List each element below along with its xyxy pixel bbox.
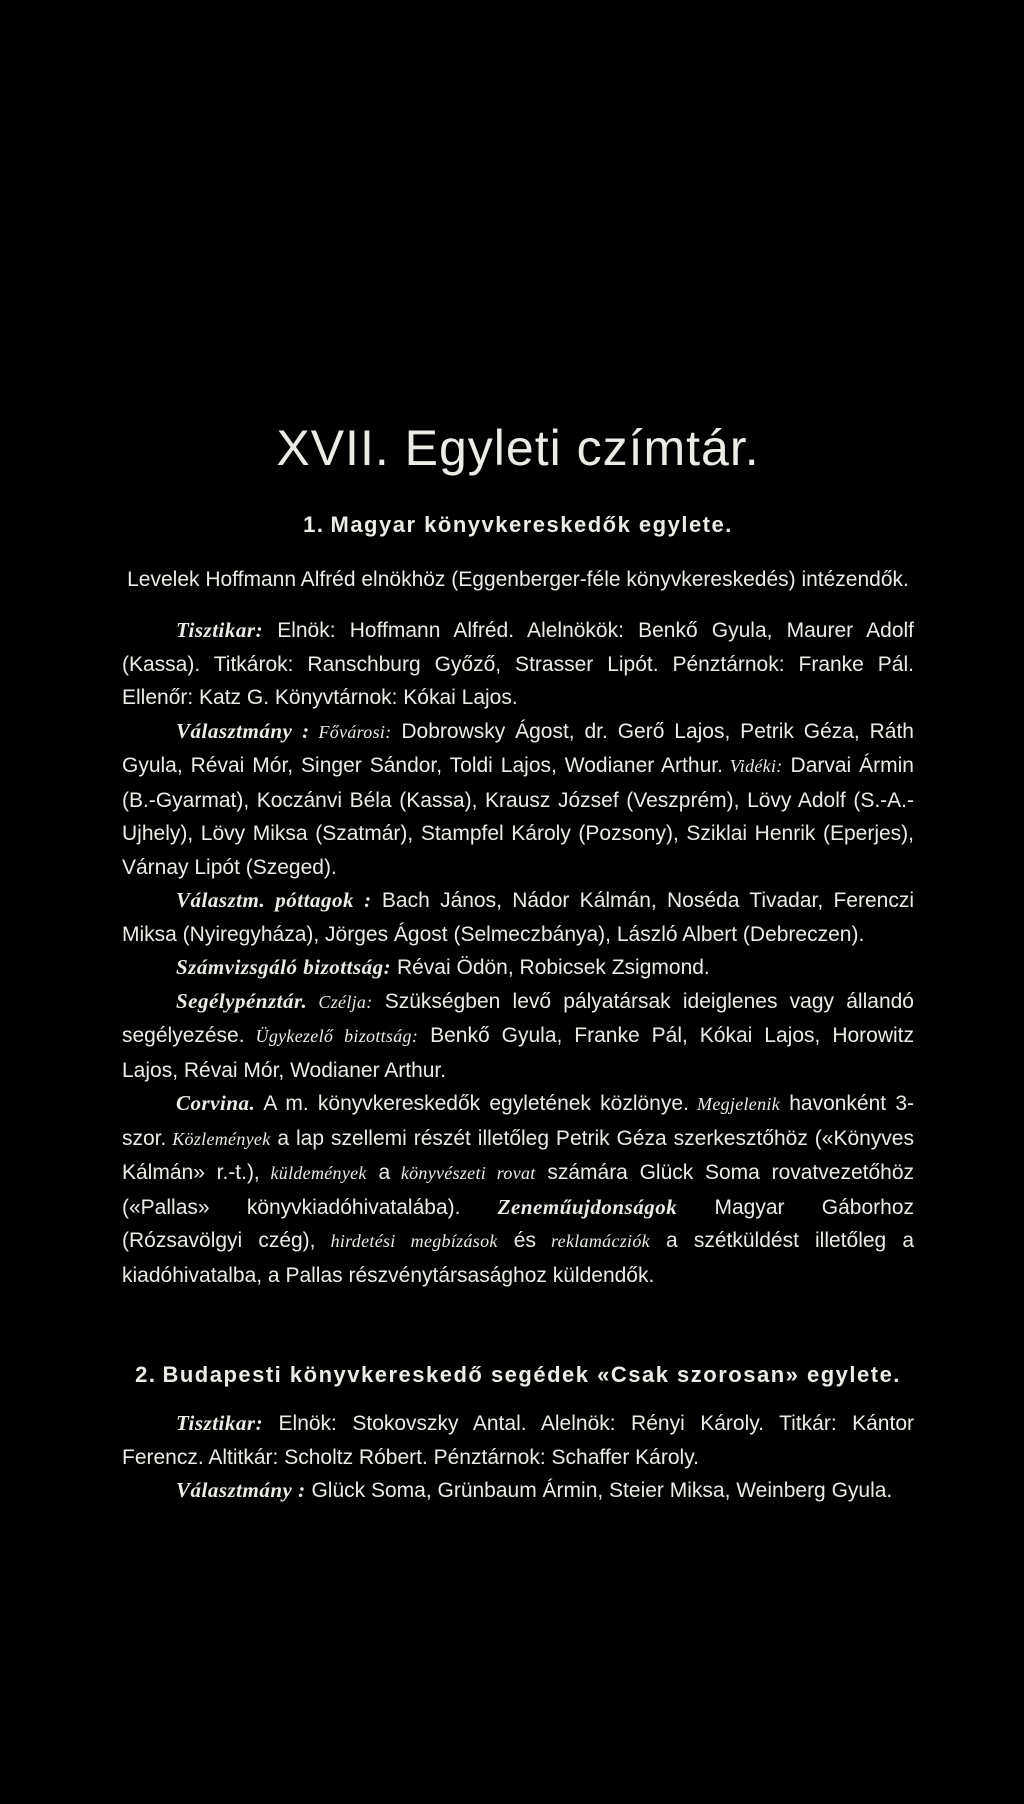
corvina-text-7: és xyxy=(497,1229,536,1252)
szamvizsgalo-text: Révai Ödön, Robicsek Zsigmond. xyxy=(391,956,710,979)
intro-paragraph: Levelek Hoffmann Alfréd elnökhöz (Eggenberger-féle könyvkereskedés) intézendők. xyxy=(127,568,909,591)
valasztmany-text: Glück Soma, Grünbaum Ármin, Steier Miksa, Weinberg Gyula. xyxy=(305,1479,893,1502)
szamvizsgalo-label: Számvizsgáló bizottság: xyxy=(176,955,392,979)
reklamaciok-label: reklamácziók xyxy=(535,1231,650,1251)
corvina-paragraph xyxy=(122,1087,914,1292)
tisztikar-label: Tisztikar: xyxy=(176,618,264,642)
ugykezelo-text: Benkő Gyula, Franke Pál, Kókai Lajos, Horowitz Lajos, Révai Mór, Wodianer Arthur. xyxy=(122,1024,914,1082)
chapter-title: XVII. Egyleti czímtár. xyxy=(276,420,760,476)
valasztmany-label: Választmány : xyxy=(176,1478,306,1502)
pottagok-paragraph xyxy=(122,884,914,951)
czelja-text: Szükségben levő pályatársak ideiglenes vagy állandó segélyezése. xyxy=(122,989,914,1047)
corvina-text-2: havonként 3-szor. xyxy=(122,1092,914,1150)
czelja-label: Czélja: xyxy=(307,991,373,1012)
segelypenztar-label: Segélypénztár. xyxy=(176,988,308,1013)
kuldemenyek-label: küldemények xyxy=(259,1163,367,1183)
tisztikar-text: Elnök: Stokovszky Antal. Alelnök: Rényi Károly. Titkár: Kántor Ferencz. Altitkár: Scholtz Róbert. Pénztárnok: Schaffer Károly. xyxy=(122,1412,914,1469)
section-csak-szorosan xyxy=(122,1358,914,1508)
corvina-text-8: a szétküldést illetőleg a kiadóhivatalba, a Pallas részvénytársasághoz küldendők. xyxy=(122,1229,915,1287)
corvina-label: Corvina. xyxy=(176,1091,256,1115)
tisztikar-text: Elnök: Hoffmann Alfréd. Alelnökök: Benkő Gyula, Maurer Adolf (Kassa). Titkárok: Ranschburg Győző, Strasser Lipót. Pénztárnok: Franke Pál. Ellenőr: Katz G. Könyvtárnok: Kókai Lajos. xyxy=(122,619,914,709)
valasztmany-paragraph xyxy=(122,1474,914,1508)
section-magyar-konyvkereskedok xyxy=(122,508,914,1292)
megjelenik-label: Megjelenik xyxy=(688,1094,780,1114)
hirdetesi-label: hirdetési megbízások xyxy=(315,1231,498,1251)
section-number: 2. xyxy=(135,1362,157,1387)
corvina-text-4: a xyxy=(366,1161,391,1184)
segelypenztar-paragraph xyxy=(122,985,914,1088)
konyveszeti-label: könyvészeti rovat xyxy=(390,1163,536,1183)
tisztikar-paragraph xyxy=(122,614,914,715)
tisztikar-label: Tisztikar: xyxy=(176,1411,264,1435)
section-number: 1. xyxy=(303,512,325,537)
kozlemenyek-label: Közlemények xyxy=(166,1128,271,1149)
section-heading xyxy=(122,508,914,541)
corvina-text-5: számára Glück Soma rovatvezetőhöz («Pallas» könyvkiadóhivatalába). xyxy=(122,1161,914,1219)
fovarosi-label: Fővárosi: xyxy=(309,721,392,742)
section-spacer xyxy=(122,1292,914,1358)
valasztmany-label: Választmány : xyxy=(176,718,310,743)
valasztmany-paragraph xyxy=(122,715,914,885)
corvina-text-1: A m. könyvkereskedők egyletének közlönye. xyxy=(255,1092,689,1115)
pottagok-text: Bach János, Nádor Kálmán, Noséda Tivadar, Ferenczi Miksa (Nyiregyháza), Jörges Ágost (Selmeczbánya), László Albert (Debreczen). xyxy=(122,889,914,946)
pottagok-label: Választm. póttagok : xyxy=(176,888,372,912)
fovarosi-text: Dobrowsky Ágost, dr. Gerő Lajos, Petrik Géza, Ráth Gyula, Révai Mór, Singer Sándor, Toldi Lajos, Wodianer Arthur. xyxy=(122,719,914,777)
ugykezelo-label: Ügykezelő bizottság: xyxy=(244,1026,419,1046)
videki-text: Darvai Ármin (B.-Gyarmat), Koczánvi Béla (Kassa), Krausz József (Veszprém), Lövy Adolf (S.-A.-Ujhely), Lövy Miksa (Szatmár), Stampfel Károly (Pozsony), Sziklai Henrik (Eperjes), Várnay Lipót (Szeged). xyxy=(122,754,914,879)
page xyxy=(122,418,914,1508)
videki-label: Vidéki: xyxy=(722,756,783,776)
section-heading xyxy=(122,1358,914,1391)
tisztikar-paragraph xyxy=(122,1407,914,1474)
section-title: Magyar könyvkereskedők egylete. xyxy=(330,512,733,537)
section-title: Budapesti könyvkereskedő segédek «Csak szorosan» egylete. xyxy=(162,1362,901,1387)
zenemu-label: Zeneműujdonságok xyxy=(460,1194,678,1219)
corvina-text-3: a lap szellemi részét illetőleg Petrik Géza szerkesztőhöz («Könyves Kálmán» r.-t.), xyxy=(122,1126,914,1184)
szamvizsgalo-paragraph xyxy=(122,951,914,985)
corvina-text-6: Magyar Gáborhoz (Rózsavölgyi czég), xyxy=(122,1195,915,1252)
